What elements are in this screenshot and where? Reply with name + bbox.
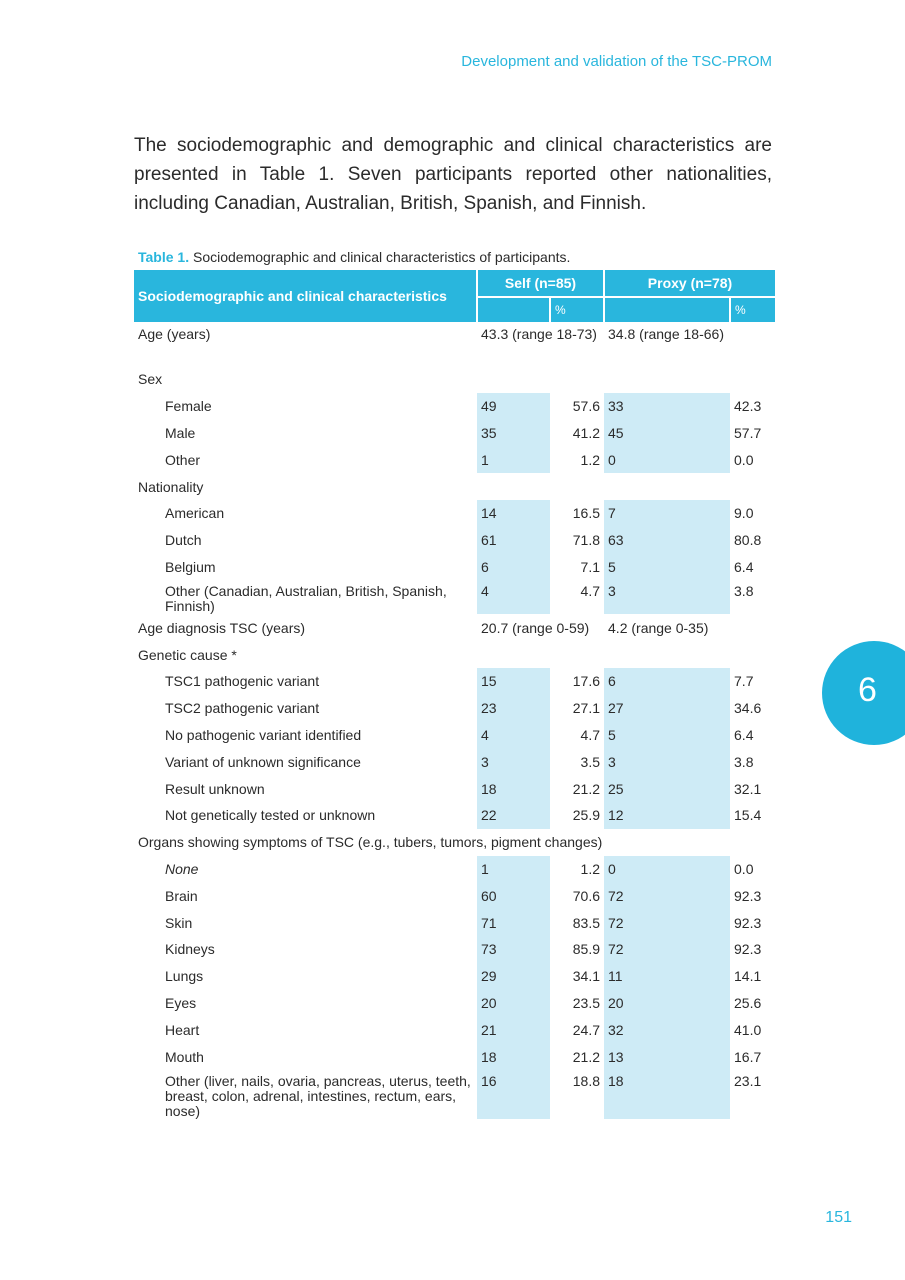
page-number: 151 (825, 1209, 852, 1226)
proxy-percent: 16.7 (734, 1048, 762, 1065)
proxy-count: 72 (604, 882, 730, 909)
organs-row-label: Lungs (165, 968, 204, 985)
self-count: 61 (477, 527, 550, 554)
organs-heading: Organs showing symptoms of TSC (e.g., tubers, tumors, pigment changes) (138, 834, 603, 851)
self-count: 4 (477, 722, 550, 749)
proxy-count: 18 (604, 1070, 730, 1119)
nationality-heading: Nationality (138, 478, 204, 495)
sex-row-label: Other (165, 451, 201, 468)
proxy-count: 72 (604, 936, 730, 963)
table-row (134, 420, 775, 447)
sex-heading: Sex (138, 371, 163, 388)
header-proxy: Proxy (n=78) (604, 270, 775, 297)
proxy-count: 11 (604, 963, 730, 990)
self-count: 1 (477, 856, 550, 883)
proxy-count: 12 (604, 802, 730, 829)
table-row (134, 393, 775, 420)
age-diagnosis-row (134, 614, 775, 641)
proxy-percent: 6.4 (734, 558, 754, 575)
sex-row-label: Male (165, 424, 196, 441)
self-percent: 34.1 (572, 968, 601, 985)
self-percent: 70.6 (572, 887, 601, 904)
nationality-row-label: American (165, 505, 225, 522)
table-row (134, 775, 775, 802)
self-percent: 4.7 (580, 726, 601, 743)
table-row (134, 1070, 775, 1119)
self-percent: 41.2 (572, 424, 601, 441)
proxy-count: 5 (604, 722, 730, 749)
self-count: 21 (477, 1016, 550, 1043)
table-header-row (134, 270, 775, 297)
organs-row-label: Kidneys (165, 941, 215, 958)
self-count: 3 (477, 748, 550, 775)
proxy-count: 27 (604, 695, 730, 722)
self-count: 29 (477, 963, 550, 990)
table-row (134, 1043, 775, 1070)
self-percent: 3.5 (580, 753, 601, 770)
proxy-count: 63 (604, 527, 730, 554)
header-self: Self (n=85) (477, 270, 604, 297)
running-head: Development and validation of the TSC-PROM (461, 53, 772, 70)
self-percent: 16.5 (572, 505, 601, 522)
self-count: 18 (477, 775, 550, 802)
chapter-tab (822, 641, 905, 745)
nationality-heading-row (134, 473, 775, 500)
proxy-percent: 92.3 (734, 887, 762, 904)
organs-heading-row (134, 829, 775, 856)
proxy-count: 6 (604, 668, 730, 695)
self-count: 60 (477, 882, 550, 909)
genetic-cause-heading: Genetic cause * (138, 646, 237, 663)
self-percent: 18.8 (572, 1072, 601, 1089)
proxy-percent: 34.6 (734, 700, 762, 717)
proxy-percent: 15.4 (734, 807, 762, 824)
proxy-count: 33 (604, 393, 730, 420)
table-row (134, 668, 775, 695)
table-row (134, 963, 775, 990)
age-label: Age (years) (138, 326, 211, 342)
proxy-percent: 41.0 (734, 1021, 762, 1038)
self-count: 6 (477, 554, 550, 581)
sex-row-label: Female (165, 398, 212, 415)
self-percent: 23.5 (572, 994, 601, 1011)
proxy-count: 20 (604, 990, 730, 1017)
self-count: 22 (477, 802, 550, 829)
self-count: 14 (477, 500, 550, 527)
table-row (134, 882, 775, 909)
self-count: 1 (477, 446, 550, 473)
self-percent: 83.5 (572, 914, 601, 931)
table-row (134, 1016, 775, 1043)
self-percent: 71.8 (572, 532, 601, 549)
organs-row-label: Brain (165, 887, 198, 904)
self-count: 20 (477, 990, 550, 1017)
age-self: 43.3 (range 18-73) (481, 326, 597, 342)
table-row (134, 802, 775, 829)
proxy-percent: 0.0 (734, 451, 754, 468)
table-row (134, 446, 775, 473)
age-diagnosis-proxy: 4.2 (range 0-35) (608, 619, 709, 636)
table-row (134, 990, 775, 1017)
table-caption (138, 249, 778, 265)
genetic-cause-heading-row (134, 641, 775, 668)
self-percent: 25.9 (572, 807, 601, 824)
self-percent: 57.6 (572, 398, 601, 415)
proxy-count: 45 (604, 420, 730, 447)
proxy-percent: 9.0 (734, 505, 754, 522)
table-row (134, 722, 775, 749)
proxy-count: 3 (604, 748, 730, 775)
proxy-percent: 42.3 (734, 398, 762, 415)
self-percent: 85.9 (572, 941, 601, 958)
sex-heading-row (134, 366, 775, 393)
self-count: 18 (477, 1043, 550, 1070)
proxy-percent: 3.8 (734, 753, 754, 770)
self-percent: 17.6 (572, 673, 601, 690)
proxy-percent: 0.0 (734, 860, 754, 877)
table-row (134, 936, 775, 963)
genetic-row-label: No pathogenic variant identified (165, 726, 362, 743)
proxy-percent: 7.7 (734, 673, 754, 690)
proxy-percent: 57.7 (734, 424, 762, 441)
table-row (134, 856, 775, 883)
age-diagnosis-label: Age diagnosis TSC (years) (138, 619, 306, 636)
organs-row-label: Eyes (165, 994, 197, 1011)
self-percent: 24.7 (572, 1021, 601, 1038)
genetic-row-label: TSC2 pathogenic variant (165, 700, 320, 717)
proxy-percent: 3.8 (734, 583, 754, 600)
nationality-row-label: Other (Canadian, Australian, British, Spanish, Finnish) (165, 583, 447, 615)
intro-paragraph: The sociodemographic and demographic and clinical characteristics are presented in Table 1. Seven participants reported other nationalities, including Canadian, Australian, British, Spanish, and Finnish. (134, 135, 772, 214)
proxy-count: 0 (604, 446, 730, 473)
organs-row-label: Skin (165, 914, 193, 931)
chapter-tab-number: 6 (858, 671, 877, 709)
table-row (134, 500, 775, 527)
age-proxy: 34.8 (range 18-66) (608, 326, 724, 342)
subheader-self-pct: % (550, 297, 604, 322)
subheader-proxy-n (604, 297, 730, 322)
header-characteristics: Sociodemographic and clinical characteristics (134, 270, 477, 322)
organs-row-label: Mouth (165, 1048, 204, 1065)
self-count: 15 (477, 668, 550, 695)
self-count: 4 (477, 580, 550, 614)
self-percent: 7.1 (580, 558, 601, 575)
self-count: 23 (477, 695, 550, 722)
characteristics-table-container (134, 270, 775, 1119)
table-caption-text: Sociodemographic and clinical characteristics of participants. (189, 249, 571, 265)
self-percent: 1.2 (580, 860, 601, 877)
nationality-row-label: Belgium (165, 558, 216, 575)
proxy-count: 32 (604, 1016, 730, 1043)
subheader-proxy-pct: % (730, 297, 775, 322)
self-percent: 27.1 (572, 700, 601, 717)
genetic-row-label: Variant of unknown significance (165, 753, 361, 770)
self-percent: 4.7 (580, 583, 601, 600)
proxy-count: 3 (604, 580, 730, 614)
age-diagnosis-self: 20.7 (range 0-59) (481, 619, 590, 636)
proxy-count: 0 (604, 856, 730, 883)
proxy-count: 25 (604, 775, 730, 802)
genetic-row-label: TSC1 pathogenic variant (165, 673, 320, 690)
table-row (134, 909, 775, 936)
genetic-row-label: Not genetically tested or unknown (165, 807, 376, 824)
subheader-self-n (477, 297, 550, 322)
self-count: 49 (477, 393, 550, 420)
table-caption-label: Table 1. (138, 249, 190, 265)
genetic-row-label: Result unknown (165, 780, 265, 797)
proxy-percent: 14.1 (734, 968, 762, 985)
proxy-percent: 6.4 (734, 726, 754, 743)
self-percent: 1.2 (580, 451, 601, 468)
organs-row-label: Other (liver, nails, ovaria, pancreas, uterus, teeth, breast, colon, adrenal, intestines, rectum, ears, nose) (165, 1072, 471, 1119)
self-percent: 21.2 (572, 1048, 601, 1065)
self-count: 73 (477, 936, 550, 963)
table-row (134, 695, 775, 722)
proxy-percent: 23.1 (734, 1072, 762, 1089)
proxy-percent: 32.1 (734, 780, 762, 797)
table-row (134, 527, 775, 554)
table-row (134, 580, 775, 614)
self-percent: 21.2 (572, 780, 601, 797)
nationality-row-label: Dutch (165, 532, 202, 549)
age-row (134, 322, 775, 366)
organs-row-label: Heart (165, 1021, 200, 1038)
characteristics-table (134, 270, 775, 1119)
proxy-count: 5 (604, 554, 730, 581)
self-count: 35 (477, 420, 550, 447)
proxy-percent: 80.8 (734, 532, 762, 549)
proxy-count: 72 (604, 909, 730, 936)
proxy-percent: 92.3 (734, 941, 762, 958)
organs-row-label: None (165, 860, 199, 877)
self-count: 16 (477, 1070, 550, 1119)
proxy-percent: 92.3 (734, 914, 762, 931)
table-row (134, 748, 775, 775)
proxy-count: 7 (604, 500, 730, 527)
table-row (134, 554, 775, 581)
proxy-percent: 25.6 (734, 994, 762, 1011)
proxy-count: 13 (604, 1043, 730, 1070)
self-count: 71 (477, 909, 550, 936)
